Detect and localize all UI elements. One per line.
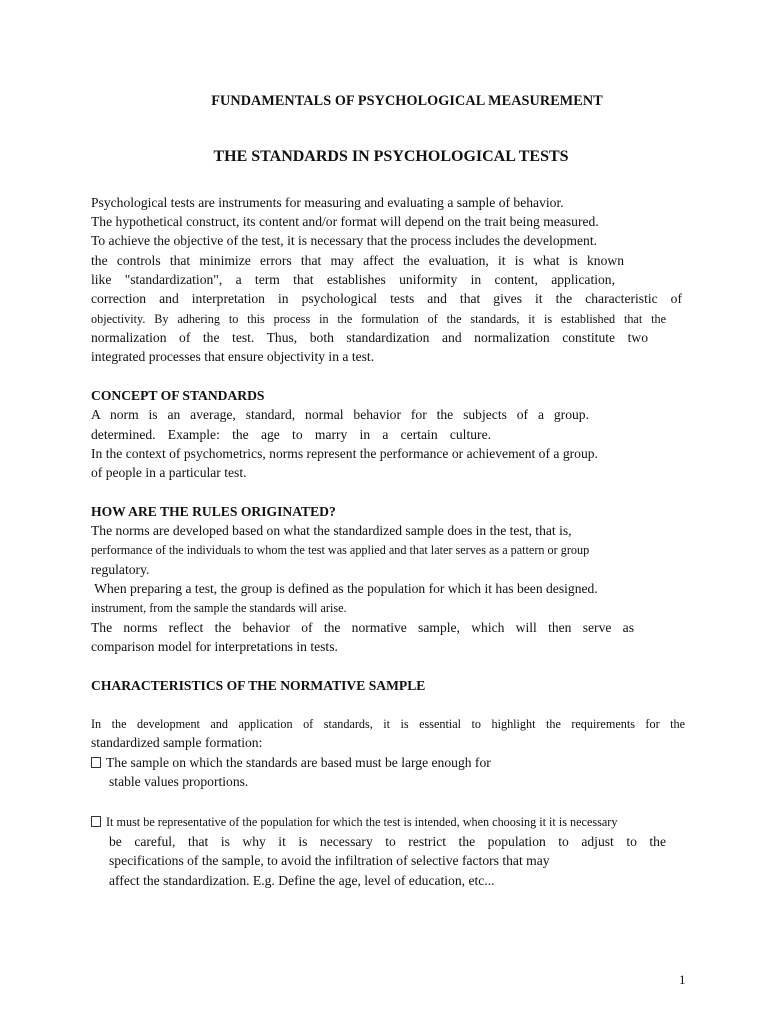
characteristics-line: standardized sample formation: — [91, 735, 263, 750]
origin-line: The norms reflect the behavior of the normative sample, which will then serve as — [91, 620, 634, 635]
intro-line: the controls that minimize errors that may affect the evaluation, it is what is known — [91, 253, 624, 268]
bullet-icon — [91, 757, 101, 768]
section-title: THE STANDARDS IN PSYCHOLOGICAL TESTS — [213, 148, 569, 165]
intro-line: objectivity. By adhering to this process in the formulation of the standards, it is established that the — [91, 312, 666, 326]
intro-line: To achieve the objective of the test, it is necessary that the process includes the development. — [91, 233, 598, 248]
origin-line: regulatory. — [91, 562, 150, 577]
bullet-text: specifications of the sample, to avoid the infiltration of selective factors that may — [109, 853, 550, 868]
concept-line: of people in a particular test. — [91, 465, 247, 480]
intro-line: like "standardization", a term that establishes uniformity in content, application, — [91, 272, 615, 287]
intro-line: normalization of the test. Thus, both standardization and normalization constitute two — [91, 330, 648, 345]
concept-line: In the context of psychometrics, norms represent the performance or achievement of a group. — [91, 446, 598, 461]
characteristics-line: In the development and application of standards, it is essential to highlight the requirements for the — [91, 717, 685, 731]
bullet-icon — [91, 816, 101, 827]
intro-line: integrated processes that ensure objectivity in a test. — [91, 349, 375, 364]
origin-line: When preparing a test, the group is defined as the population for which it has been designed. — [91, 581, 598, 596]
concept-heading: CONCEPT OF STANDARDS — [91, 388, 265, 403]
bullet-text: affect the standardization. E.g. Define the age, level of education, etc... — [109, 873, 495, 888]
page-number: 1 — [679, 972, 686, 987]
bullet-item — [91, 754, 491, 772]
intro-line: Psychological tests are instruments for measuring and evaluating a sample of behavior. — [91, 195, 564, 210]
origin-heading: HOW ARE THE RULES ORIGINATED? — [91, 504, 336, 519]
intro-line: correction and interpretation in psychological tests and that gives it the characteristic of — [91, 291, 682, 306]
characteristics-heading: CHARACTERISTICS OF THE NORMATIVE SAMPLE — [91, 678, 426, 693]
bullet-text: It must be representative of the population for which the test is intended, when choosing it it is necessary — [106, 815, 618, 829]
document-title: FUNDAMENTALS OF PSYCHOLOGICAL MEASUREMENT — [211, 93, 603, 109]
bullet-text: The sample on which the standards are based must be large enough for — [106, 755, 491, 770]
origin-line: instrument, from the sample the standards will arise. — [91, 601, 347, 615]
intro-line: The hypothetical construct, its content and/or format will depend on the trait being measured. — [91, 214, 599, 229]
concept-line: A norm is an average, standard, normal behavior for the subjects of a group. — [91, 407, 589, 422]
origin-line: performance of the individuals to whom the test was applied and that later serves as a pattern or group — [91, 543, 590, 557]
origin-line: The norms are developed based on what the standardized sample does in the test, that is, — [91, 523, 572, 538]
bullet-text: stable values proportions. — [109, 774, 249, 789]
origin-line: comparison model for interpretations in tests. — [91, 639, 338, 654]
bullet-text: be careful, that is why it is necessary to restrict the population to adjust to the — [109, 834, 666, 849]
concept-line: determined. Example: the age to marry in a certain culture. — [91, 427, 491, 442]
bullet-item — [91, 813, 617, 831]
